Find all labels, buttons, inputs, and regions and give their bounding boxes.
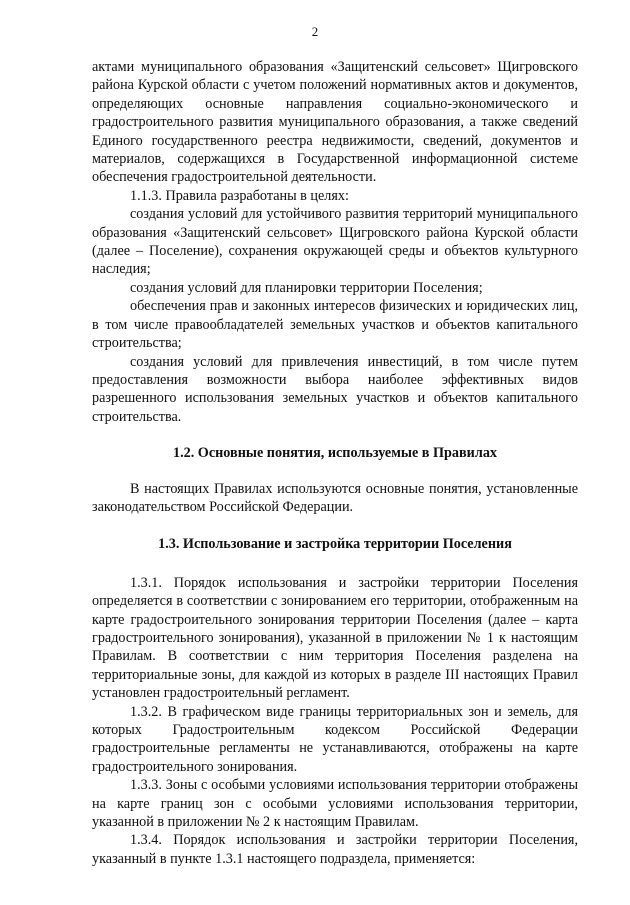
paragraph-goals-intro: 1.1.3. Правила разработаны в целях:	[130, 187, 349, 204]
document-body	[92, 58, 578, 868]
paragraph-1-3-3: 1.3.3. Зоны с особыми условиями использования территории отображены на карте границ зон с особыми условиями использования территории, указанной в приложении № 2 к настоящим Правилам.	[92, 777, 578, 831]
paragraph-goal-rights: обеспечения прав и законных интересов физических и юридических лиц, в том числе правообладателей земельных участков и объектов капитального строительства;	[92, 298, 578, 352]
paragraph-goal-planning: создания условий для планировки территории Поселения;	[130, 279, 483, 296]
paragraph-goal-investments: создания условий для привлечения инвестиций, в том числе путем предоставления возможности выбора наиболее эффективных видов разрешенного использования земельных участков и объектов капитального строительства.	[92, 353, 578, 425]
paragraph-1-3-1: 1.3.1. Порядок использования и застройки территории Поселения определяется в соответствии с зонированием его территории, отображенным на карте градостроительного зонирования территории Поселения (далее – карта градостроительного зонирования), указанной в приложении № 1 к настоящим Правилам. В соответствии с ним территория Поселения разделена на территориальные зоны, для каждой из которых в разделе III настоящих Правил установлен градостроительный регламент.	[92, 574, 578, 702]
page-number: 2	[311, 24, 319, 39]
paragraph-goal-sustainable-development: создания условий для устойчивого развития территорий муниципального образования «Защитенский сельсовет» Щигровского района Курской области (далее – Поселение), сохранения окружающей среды и объектов культурного наследия;	[92, 206, 578, 278]
paragraph-continuation: актами муниципального образования «Защитенский сельсовет» Щигровского района Курской области с учетом положений нормативных актов и документов, определяющих основные направления социально-экономического и градостроительного развития муниципального образования, а также сведений Единого государственного реестра недвижимости, сведений, документов и материалов, содержащихся в Государственной информационной системе обеспечения градостроительной деятельности.	[92, 59, 578, 186]
paragraph-1-3-2: 1.3.2. В графическом виде границы территориальных зон и земель, для которых Градостроительным кодексом Российской Федерации градостроительные регламенты не устанавливаются, отображены на карте градостроительного зонирования.	[92, 703, 578, 775]
section-heading-1-3: 1.3. Использование и застройка территории Поселения	[158, 536, 512, 553]
section-heading-1-2: 1.2. Основные понятия, используемые в Правилах	[172, 445, 498, 462]
paragraph-basic-concepts: В настоящих Правилах используются основные понятия, установленные законодательством Российской Федерации.	[92, 480, 578, 515]
paragraph-1-3-4: 1.3.4. Порядок использования и застройки территории Поселения, указанный в пункте 1.3.1 настоящего подраздела, применяется:	[92, 832, 578, 867]
